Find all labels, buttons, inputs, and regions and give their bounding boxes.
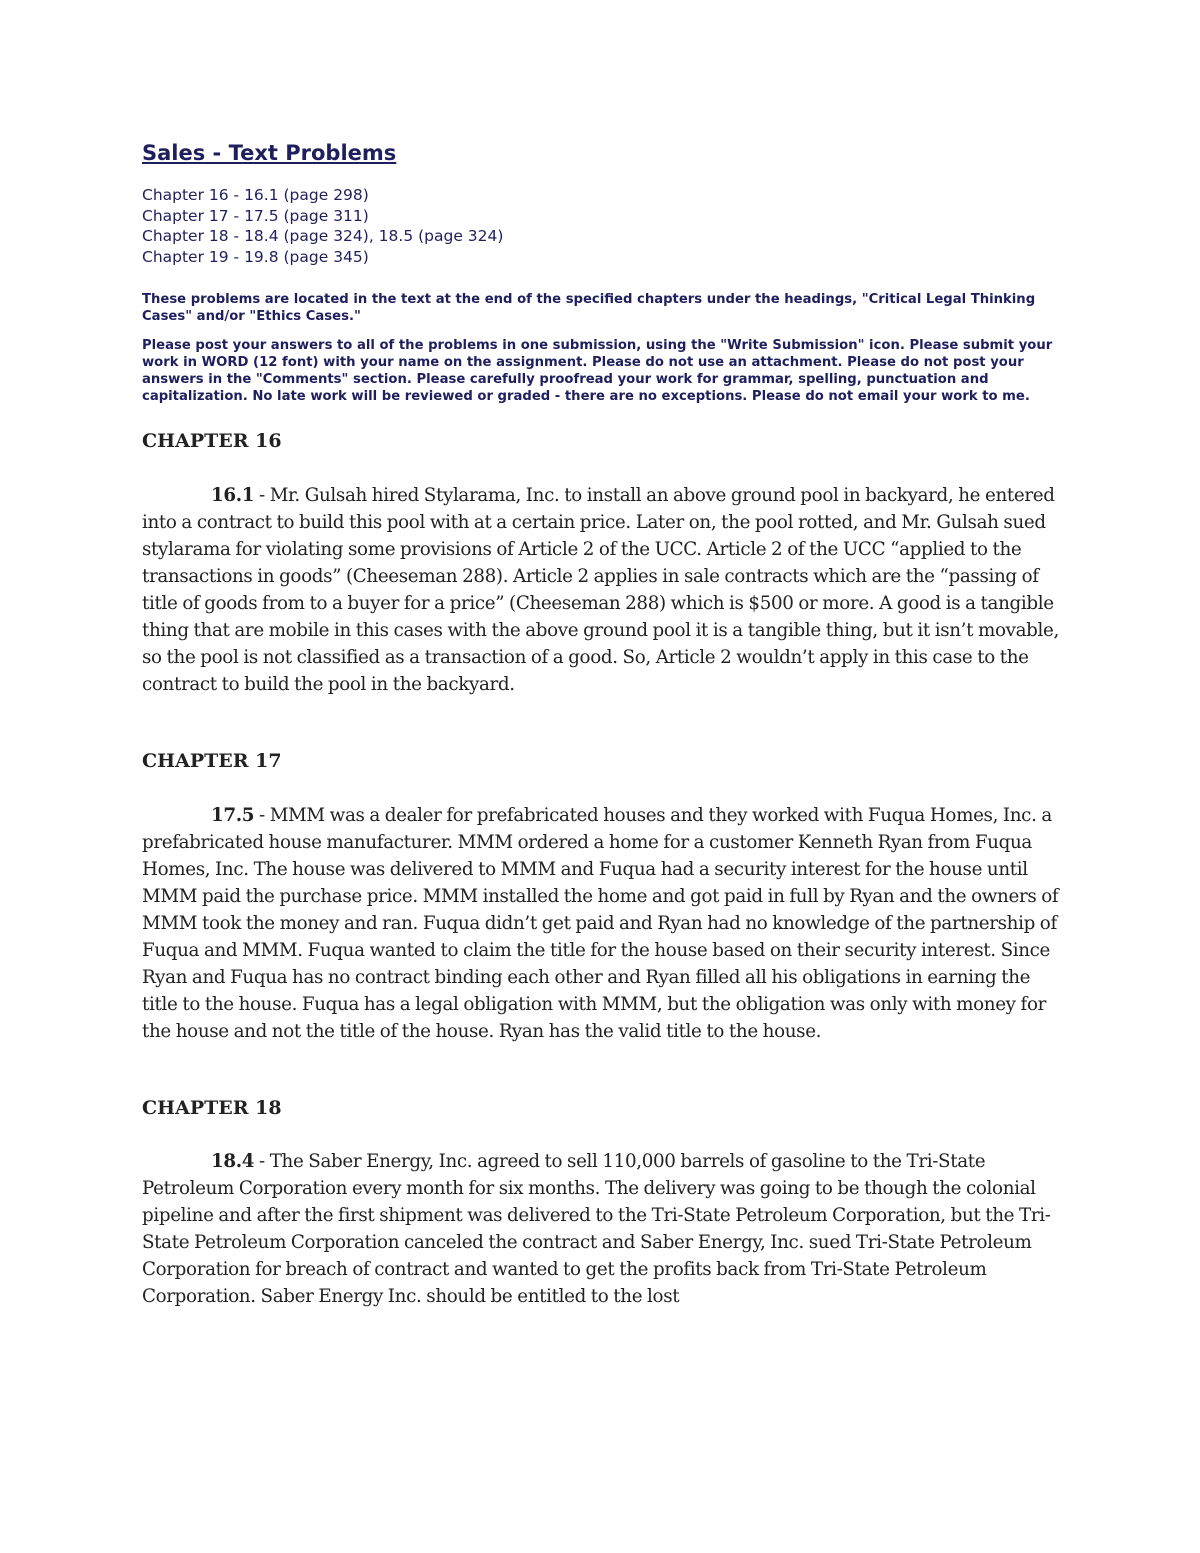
problem-separator: - [254, 804, 270, 826]
problem-separator: - [254, 1151, 270, 1173]
instructions-submission: Please post your answers to all of the problems in one submission, using the "Write Submission" icon. Please submit your work in WORD (12 font) with your name on the assignment. Please do not use an attachment. Please do not post your answers in the "Comments" section. Please carefully proofread your work for grammar, spelling, punctuation and capitalization. No late work will be reviewed or graded - there are no exceptions. Please do not email your work to me. [142, 338, 1053, 405]
chapter-assignment-list [142, 185, 1062, 267]
chapter-list-item: Chapter 18 - 18.4 (page 324), 18.5 (page 324) [142, 227, 504, 246]
answer-text: Mr. Gulsah hired Stylarama, Inc. to install an above ground pool in backyard, he entered into a contract to build this pool with at a certain price. Later on, the pool rotted, and Mr. Gulsah sued stylarama for violating some provisions of Article 2 of the UCC. Article 2 of the UCC “applied to the transactions in goods” (Cheeseman 288). Article 2 applies in sale contracts which are the “passing of title of goods from to a buyer for a price” (Cheeseman 288) which is $500 or more. A good is a tangible thing that are mobile in this cases with the above ground pool it is a tangible thing, but it isn’t movable, so the pool is not classified as a transaction of a good. So, Article 2 wouldn’t apply in this case to the contract to build the pool in the backyard. [142, 484, 1059, 695]
chapter-list-item: Chapter 19 - 19.8 (page 345) [142, 247, 369, 266]
problem-separator: - [254, 484, 270, 506]
chapter-list-item: Chapter 17 - 17.5 (page 311) [142, 206, 369, 225]
problem-number: 18.4 [211, 1151, 255, 1173]
problem-number: 17.5 [211, 804, 255, 826]
chapter-18-heading: CHAPTER 18 [142, 1096, 282, 1119]
chapter-18-answer [142, 1148, 1062, 1310]
page-title: Sales - Text Problems [142, 141, 397, 165]
chapter-16-heading: CHAPTER 16 [142, 430, 282, 453]
chapter-17-answer [142, 802, 1062, 1045]
document-body [142, 140, 1062, 1310]
instructions-location: These problems are located in the text at the end of the specified chapters under the headings, "Critical Legal Thinking Cases" and/or "Ethics Cases." [142, 292, 1036, 325]
chapter-list-item: Chapter 16 - 16.1 (page 298) [142, 186, 369, 205]
answer-text: The Saber Energy, Inc. agreed to sell 110,000 barrels of gasoline to the Tri-State Petroleum Corporation every month for six months. The delivery was going to be though the colonial pipeline and after the first shipment was delivered to the Tri-State Petroleum Corporation, but the Tri-State Petroleum Corporation canceled the contract and Saber Energy, Inc. sued Tri-State Petroleum Corporation for breach of contract and wanted to get the profits back from Tri-State Petroleum Corporation. Saber Energy Inc. should be entitled to the lost [142, 1151, 1051, 1308]
answer-text: MMM was a dealer for prefabricated houses and they worked with Fuqua Homes, Inc. a prefabricated house manufacturer. MMM ordered a home for a customer Kenneth Ryan from Fuqua Homes, Inc. The house was delivered to MMM and Fuqua had a security interest for the house until MMM paid the purchase price. MMM installed the home and got paid in full by Ryan and the owners of MMM took the money and ran. Fuqua didn’t get paid and Ryan had no knowledge of the partnership of Fuqua and MMM. Fuqua wanted to claim the title for the house based on their security interest. Since Ryan and Fuqua has no contract binding each other and Ryan filled all his obligations in earning the title to the house. Fuqua has a legal obligation with MMM, but the obligation was only with money for the house and not the title of the house. Ryan has the valid title to the house. [142, 804, 1059, 1042]
chapter-16-answer [142, 482, 1062, 698]
problem-number: 16.1 [211, 484, 255, 506]
chapter-17-heading: CHAPTER 17 [142, 749, 282, 772]
